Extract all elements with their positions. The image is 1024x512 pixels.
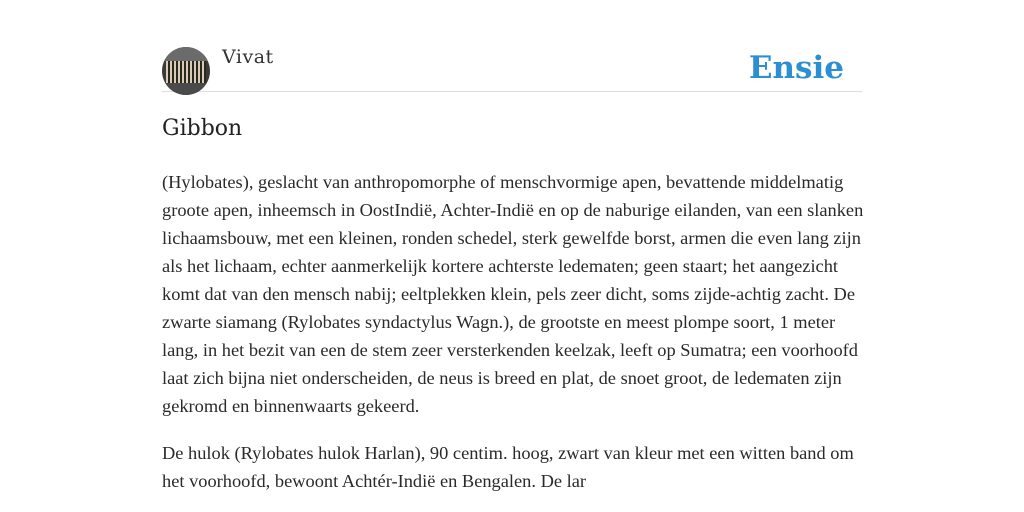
avatar-shelf-top [162, 47, 210, 61]
article-title: Gibbon [162, 116, 243, 141]
username-link[interactable]: Vivat [222, 46, 274, 68]
bookshelf-icon [166, 61, 206, 83]
user-avatar[interactable] [162, 47, 210, 95]
header [162, 0, 862, 92]
page-container [162, 0, 864, 491]
article-paragraph: (Hylobates), geslacht van anthropomorphe of menschvormige apen, bevattende middelmatig groote apen, inheemsch in OostIndië, Achter-Indië en op de naburige eilanden, van een slanken lichaamsbouw, met een kleinen, ronden schedel, sterk gewelfde borst, armen die even lang zijn als het lichaam, echter aanmerkelijk kortere achterste ledematen; geen staart; het aangezicht komt dat van den mensch nabij; eeltplekken klein, pels zeer dicht, soms zijde-achtig zacht. De zwarte siamang (Rylobates syndactylus Wagn.), de grootste en meest plompe soort, 1 meter lang, in het bezit van een de stem zeer versterkenden keelzak, leeft op Sumatra; een voorhoofd laat zich bijna niet onderscheiden, de neus is breed en plat, de snoet groot, de ledematen zijn gekromd en binnenwaarts gekeerd. [162, 172, 864, 416]
avatar-shelf-bottom [162, 83, 210, 95]
article-paragraph: De hulok (Rylobates hulok Harlan), 90 centim. hoog, zwart van kleur met een witten band om het voorhoofd, bewoont Achtér-Indië en Bengalen. De lar [162, 443, 854, 491]
article-body [162, 168, 868, 512]
brand-logo-link[interactable]: Ensie [748, 50, 844, 86]
